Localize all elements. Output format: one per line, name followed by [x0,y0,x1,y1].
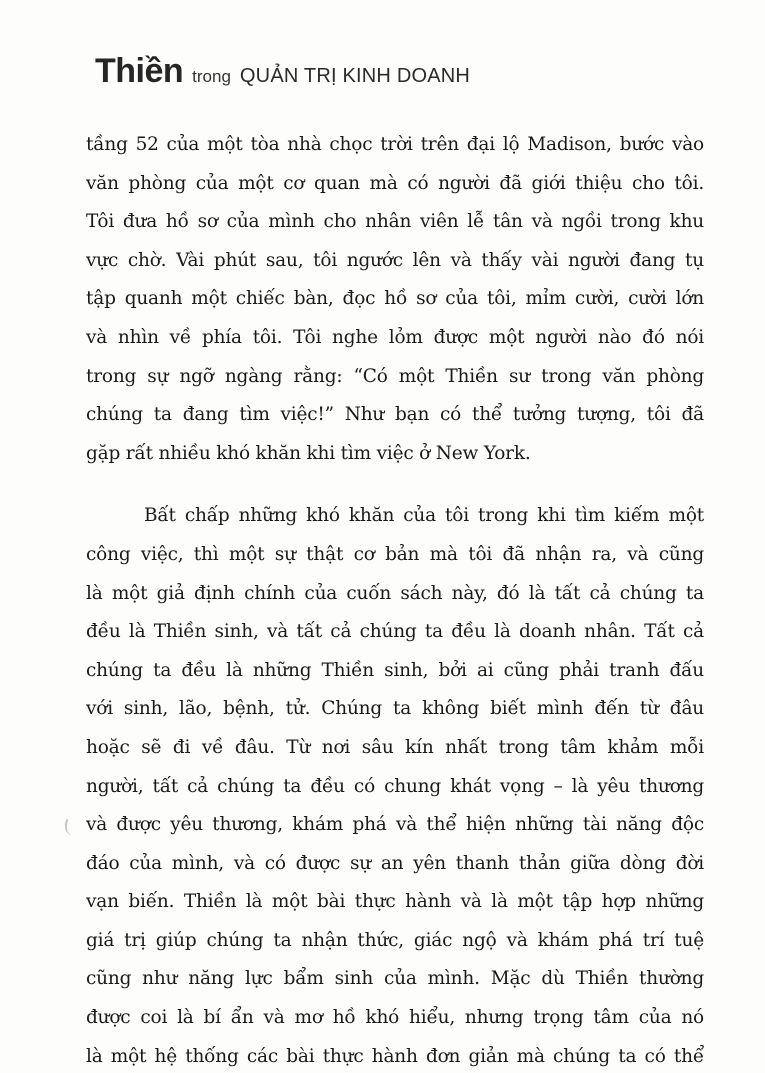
text-line: tập quanh một chiếc bàn, đọc hồ sơ của tôi, mỉm cười, cười lớn [86,288,704,310]
text-line: được coi là bí ẩn và mơ hồ khó hiểu, nhưng trọng tâm của nó [86,1007,704,1029]
text-line: tầng 52 của một tòa nhà chọc trời trên đại lộ Madison, bước vào [86,134,704,155]
text-line: với sinh, lão, bệnh, tử. Chúng ta không biết mình đến từ đâu [86,698,704,720]
running-head [95,52,470,91]
scan-artifact-mark [62,819,75,835]
body-text [86,126,704,1073]
text-line: người, tất cả chúng ta đều có chung khát vọng – là yêu thương [86,775,704,797]
text-line: là một hệ thống các bài thực hành đơn giản mà chúng ta có thể [86,1045,704,1067]
paragraph [86,497,704,1073]
text-line: vực chờ. Vài phút sau, tôi ngước lên và thấy vài người đang tụ [86,249,704,271]
text-line: chúng ta đều là những Thiền sinh, bởi ai cũng phải tranh đấu [86,659,704,681]
text-line: Bất chấp những khó khăn của tôi trong khi tìm kiếm một [144,505,704,527]
book-title-brand: Thiền [95,52,184,90]
text-line: hoặc sẽ đi về đâu. Từ nơi sâu kín nhất trong tâm khảm mỗi [86,736,704,758]
text-line: gặp rất nhiều khó khăn khi tìm việc ở New York. [86,442,531,464]
text-line: Tôi đưa hồ sơ của mình cho nhân viên lễ tân và ngồi trong khu [86,211,704,233]
text-line: công việc, thì một sự thật cơ bản mà tôi đã nhận ra, và cũng [86,543,704,565]
text-line: cũng như năng lực bẩm sinh của mình. Mặc dù Thiền thường [86,968,704,990]
text-line: đều là Thiền sinh, và tất cả chúng ta đều là doanh nhân. Tất cả [86,621,704,643]
text-line: giá trị giúp chúng ta nhận thức, giác ngộ và khám phá trí tuệ [86,929,704,951]
text-line: và được yêu thương, khám phá và thể hiện những tài năng độc [86,814,704,836]
text-line: là một giả định chính của cuốn sách này, đó là tất cả chúng ta [86,582,704,604]
paragraph [86,126,704,473]
book-title-subtitle: QUẢN TRỊ KINH DOANH [239,65,471,87]
text-line: vạn biến. Thiền là một bài thực hành và là một tập hợp những [86,891,704,913]
text-line: trong sự ngỡ ngàng rằng: “Có một Thiền sư trong văn phòng [86,365,704,387]
text-line: chúng ta đang tìm việc!” Như bạn có thể tưởng tượng, tôi đã [86,404,704,426]
text-line: đáo của mình, và có được sự an yên thanh thản giữa dòng đời [86,852,704,874]
book-title-connector: trong [192,67,231,86]
text-line: và nhìn về phía tôi. Tôi nghe lỏm được một người nào đó nói [86,326,704,348]
text-line: văn phòng của một cơ quan mà có người đã giới thiệu cho tôi. [86,172,704,194]
